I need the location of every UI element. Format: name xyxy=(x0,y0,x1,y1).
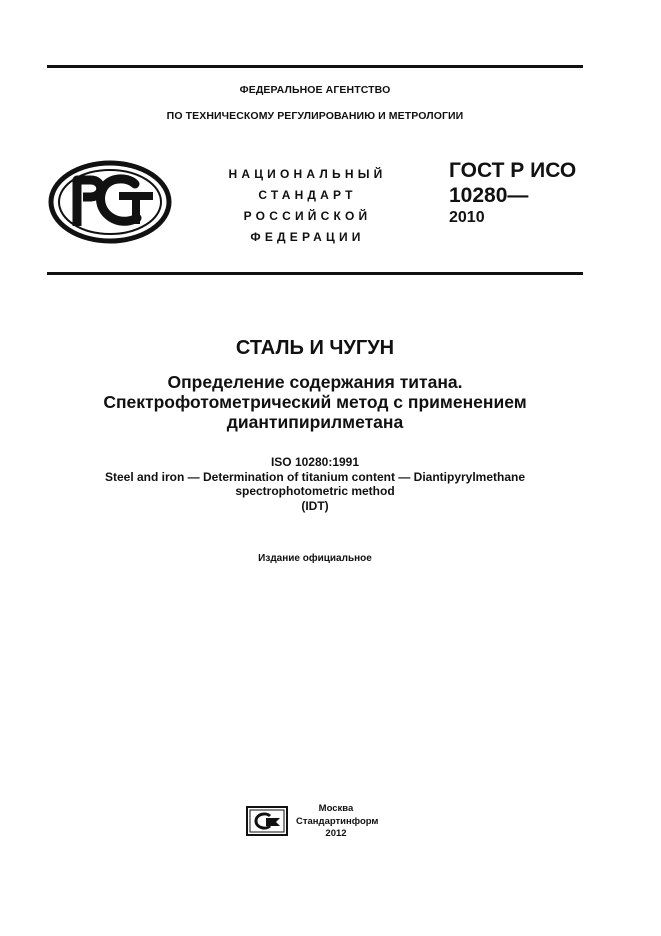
national-standard-line4: ФЕДЕРАЦИИ xyxy=(250,230,365,244)
publication-year: 2012 xyxy=(325,828,347,839)
subtitle-line1: Определение содержания титана. xyxy=(167,372,463,392)
english-title-line2: spectrophotometric method xyxy=(235,484,395,498)
iso-reference: ISO 10280:1991 xyxy=(270,455,360,469)
middle-rule xyxy=(47,272,583,275)
standard-designation xyxy=(449,158,576,228)
edition-note: Издание официальное xyxy=(258,553,372,564)
publisher-city: Москва xyxy=(318,803,354,814)
agency-name-line2: ПО ТЕХНИЧЕСКОМУ РЕГУЛИРОВАНИЮ И МЕТРОЛОГИИ xyxy=(166,110,464,122)
publisher-name: Стандартинформ xyxy=(296,815,379,827)
national-standard-block xyxy=(205,164,410,248)
equivalence-marker: (IDT) xyxy=(301,498,329,513)
national-standard-line1: НАЦИОНАЛЬНЫЙ xyxy=(228,167,387,181)
english-title-block xyxy=(47,455,583,513)
subtitle-line2: Спектрофотометрический метод с применением xyxy=(103,392,527,412)
english-title-line1: Steel and iron — Determination of titanium content — Diantipyrylmethane xyxy=(104,469,526,484)
national-standard-line3: РОССИЙСКОЙ xyxy=(243,209,372,223)
designation-line1: ГОСТ Р ИСО xyxy=(449,159,577,182)
agency-name-line1: ФЕДЕРАЛЬНОЕ АГЕНТСТВО xyxy=(239,84,391,96)
top-rule xyxy=(47,65,583,68)
rst-certification-logo-icon xyxy=(47,160,173,244)
document-title: СТАЛЬ И ЧУГУН xyxy=(235,337,395,359)
standartinform-logo-icon xyxy=(246,806,288,836)
designation-line2: 10280— xyxy=(449,184,529,207)
subtitle-line3: диантипирилметана xyxy=(226,412,404,432)
designation-line3: 2010 xyxy=(449,209,485,226)
national-standard-line2: СТАНДАРТ xyxy=(258,188,357,202)
document-subtitle xyxy=(47,372,583,432)
publisher-block xyxy=(296,803,379,841)
